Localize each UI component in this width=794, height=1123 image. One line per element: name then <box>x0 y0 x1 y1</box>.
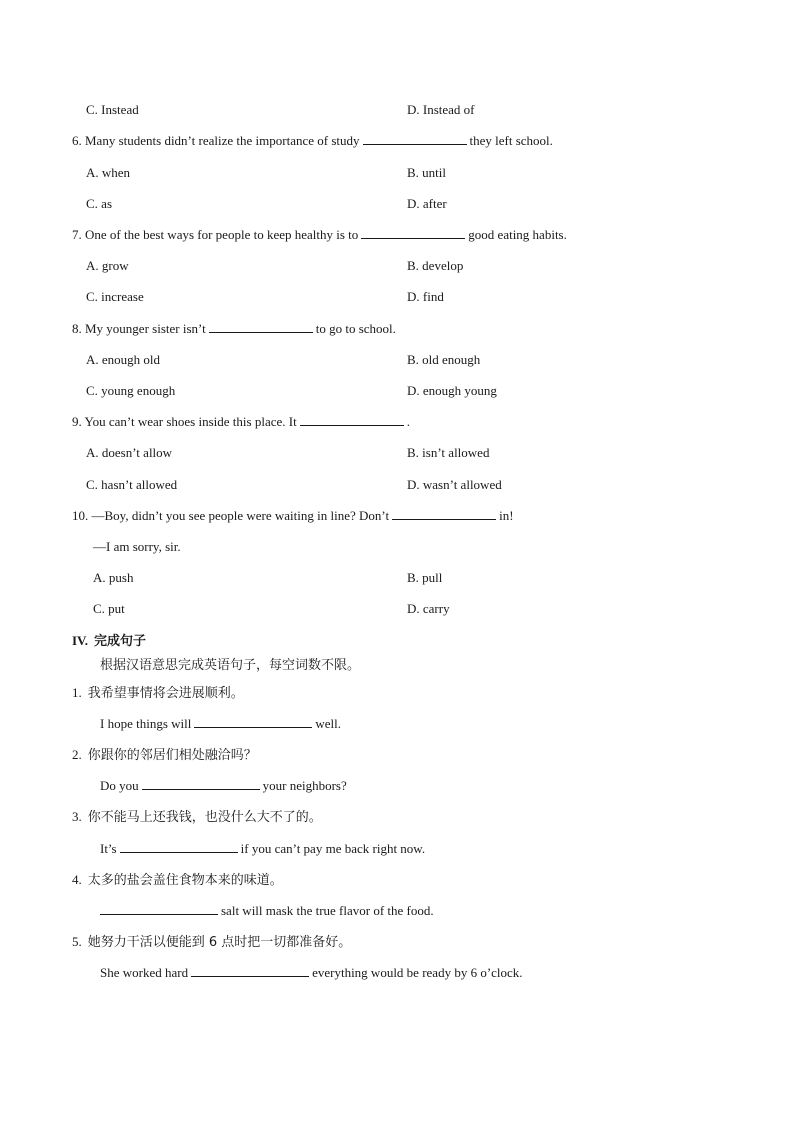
answer-blank[interactable] <box>363 133 467 145</box>
answer-blank[interactable] <box>209 321 313 333</box>
question-7-text: 7. One of the best ways for people to keep healthy is to <box>72 227 359 242</box>
answer-blank[interactable] <box>100 903 218 915</box>
q8-option-b: B. old enough <box>407 352 481 367</box>
question-9-text: 9. You can’t wear shoes inside this place. It <box>72 414 297 429</box>
item-chinese-text: 你不能马上还我钱，也没什么大不了的。 <box>87 810 322 825</box>
q8-option-a: A. enough old <box>86 352 161 367</box>
item-3-sentence <box>100 841 425 857</box>
item-number: 1. <box>72 685 82 700</box>
item-1-chinese <box>72 685 244 702</box>
question-8-text: 8. My younger sister isn’t <box>72 321 206 336</box>
q8-option-c: C. young enough <box>86 383 176 398</box>
q7-option-a: A. grow <box>86 258 129 273</box>
question-10 <box>72 508 514 524</box>
q6-option-d: D. after <box>407 196 447 211</box>
q9-option-b: B. isn’t allowed <box>407 445 490 460</box>
item-number: 5. <box>72 934 82 949</box>
q10-option-b: B. pull <box>407 570 443 585</box>
question-7 <box>72 227 567 243</box>
question-6-text-after: they left school. <box>469 133 553 148</box>
q8-option-d: D. enough young <box>407 383 497 398</box>
answer-blank[interactable] <box>191 965 309 977</box>
q7-option-d: D. find <box>407 289 444 304</box>
question-6 <box>72 133 553 149</box>
sentence-after: everything would be ready by 6 o’clock. <box>312 965 523 980</box>
item-2-chinese <box>72 747 257 764</box>
q10-option-a: A. push <box>93 570 134 585</box>
section-instruction: 根据汉语意思完成英语句子，每空词数不限。 <box>100 658 361 673</box>
q6-option-c: C. as <box>86 196 112 211</box>
item-3-chinese <box>72 809 322 826</box>
item-chinese-text: 我希望事情将会进展顺利。 <box>87 686 244 701</box>
item-number: 2. <box>72 747 82 762</box>
q7-option-b: B. develop <box>407 258 464 273</box>
question-9-text-after: . <box>406 414 410 429</box>
item-number: 3. <box>72 809 82 824</box>
question-8-text-after: to go to school. <box>315 321 396 336</box>
question-10-reply: —I am sorry, sir. <box>93 539 181 554</box>
section-number: IV. <box>72 633 89 648</box>
sentence-before: It’s <box>100 841 117 856</box>
answer-blank[interactable] <box>361 227 465 239</box>
question-9 <box>72 414 410 430</box>
sentence-after: salt will mask the true flavor of the food. <box>221 903 434 918</box>
answer-blank[interactable] <box>194 716 312 728</box>
question-6-text: 6. Many students didn’t realize the importance of study <box>72 133 360 148</box>
question-7-text-after: good eating habits. <box>468 227 567 242</box>
q9-option-c: C. hasn’t allowed <box>86 477 178 492</box>
item-4-sentence <box>97 903 434 919</box>
q6-option-a: A. when <box>86 165 131 180</box>
item-2-sentence <box>100 778 347 794</box>
item-5-sentence <box>100 965 523 981</box>
item-chinese-text: 你跟你的邻居们相处融洽吗？ <box>87 748 257 763</box>
answer-blank[interactable] <box>120 841 238 853</box>
sentence-after: your neighbors? <box>262 778 347 793</box>
answer-blank[interactable] <box>392 508 496 520</box>
item-5-chinese <box>72 934 351 951</box>
q7-option-c: C. increase <box>86 289 144 304</box>
q5-option-c: C. Instead <box>86 102 139 117</box>
section-heading <box>72 633 146 650</box>
sentence-before: Do you <box>100 778 139 793</box>
sentence-before: I hope things will <box>100 716 192 731</box>
q6-option-b: B. until <box>407 165 447 180</box>
item-chinese-text: 太多的盐会盖住食物本来的味道。 <box>87 873 283 888</box>
sentence-after: well. <box>315 716 341 731</box>
q10-option-c: C. put <box>93 601 125 616</box>
section-title: 完成句子 <box>94 634 147 649</box>
question-10-text: 10. —Boy, didn’t you see people were waiting in line? Don’t <box>72 508 390 523</box>
item-chinese-text: 她努力干活以便能到 6 点时把一切都准备好。 <box>87 935 352 950</box>
sentence-after: if you can’t pay me back right now. <box>240 841 426 856</box>
q9-option-a: A. doesn’t allow <box>86 445 173 460</box>
q9-option-d: D. wasn’t allowed <box>407 477 502 492</box>
question-8 <box>72 321 396 337</box>
q5-option-d: D. Instead of <box>407 102 475 117</box>
sentence-before: She worked hard <box>100 965 189 980</box>
item-4-chinese <box>72 872 283 889</box>
answer-blank[interactable] <box>300 414 404 426</box>
item-1-sentence <box>100 716 341 732</box>
q10-option-d: D. carry <box>407 601 450 616</box>
item-number: 4. <box>72 872 82 887</box>
question-10-text-after: in! <box>499 508 514 523</box>
answer-blank[interactable] <box>142 778 260 790</box>
